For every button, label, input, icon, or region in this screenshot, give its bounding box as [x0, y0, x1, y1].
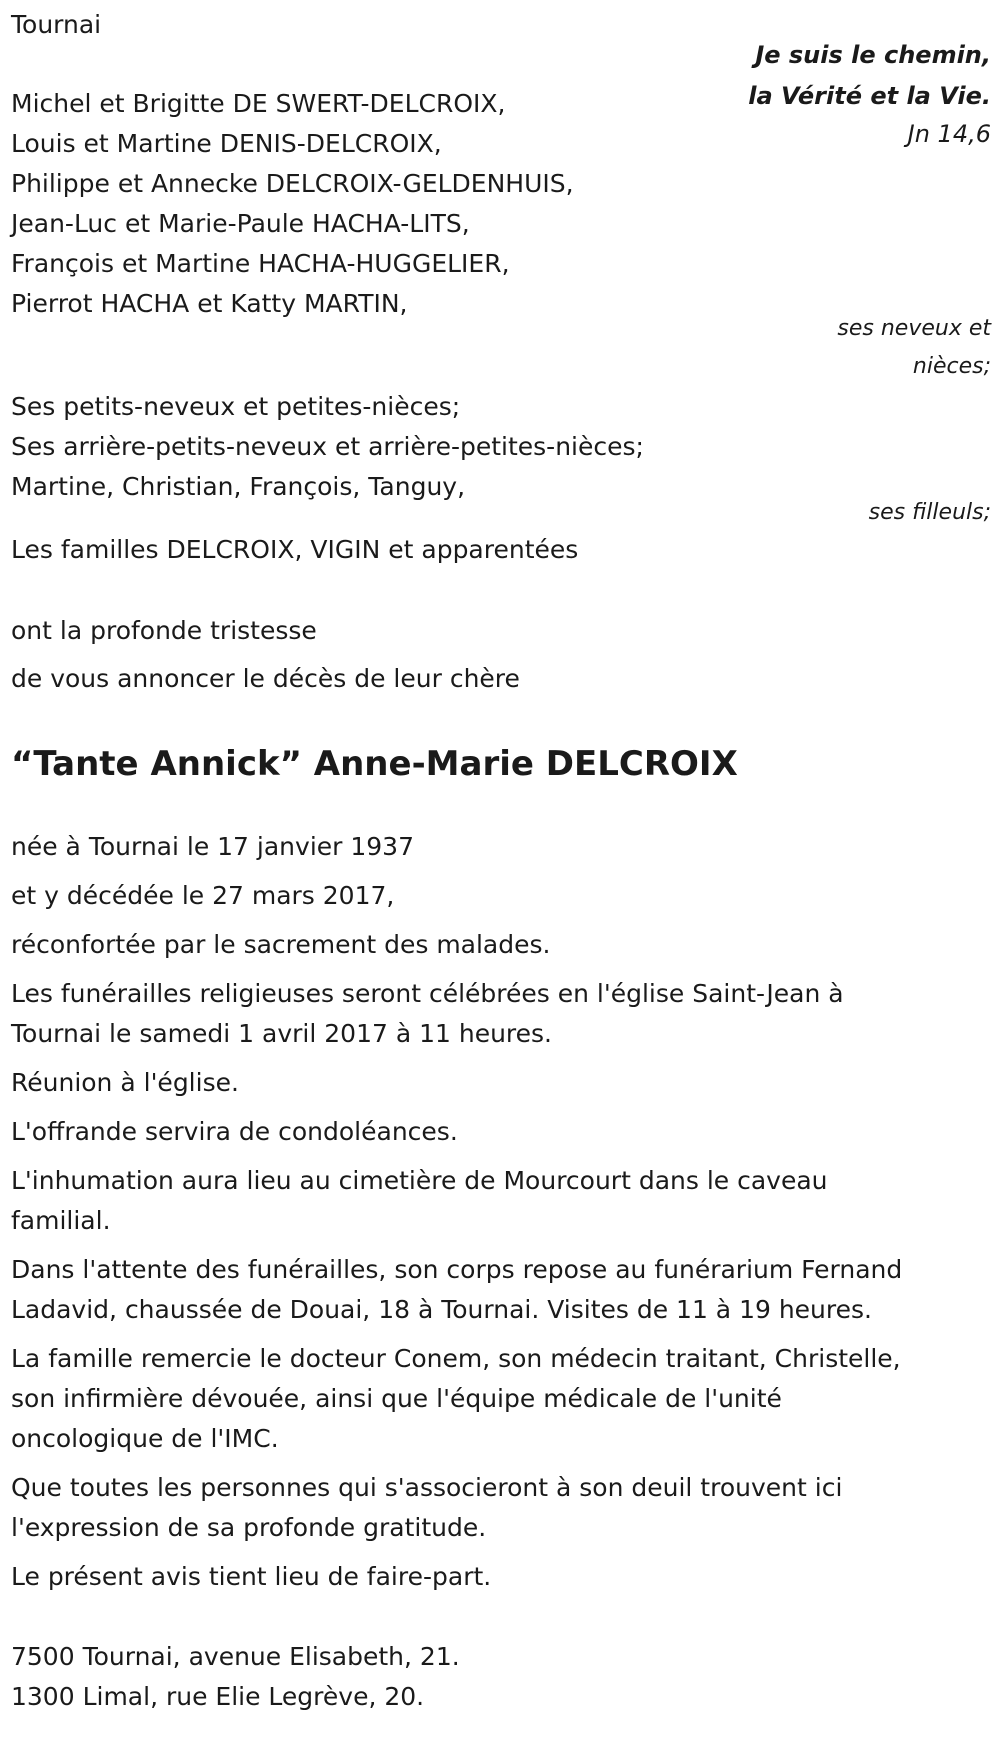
detail-line-7: L'offrande servira de condoléances. — [11, 1117, 458, 1146]
detail-line-1: née à Tournai le 17 janvier 1937 — [11, 832, 414, 861]
detail-line-4: Les funérailles religieuses seront célébrées en l'église Saint-Jean à — [11, 979, 844, 1008]
nephews-label-line-1: ses neveux et — [837, 316, 991, 341]
detail-line-12: La famille remercie le docteur Conem, son médecin traitant, Christelle, — [11, 1344, 901, 1373]
detail-line-13: son infirmière dévouée, ainsi que l'équipe médicale de l'unité — [11, 1384, 782, 1413]
detail-line-14: oncologique de l'IMC. — [11, 1424, 279, 1453]
bible-quote-line-1: Je suis le chemin, — [755, 41, 991, 69]
deceased-name: “Tante Annick” Anne-Marie DELCROIX — [11, 744, 738, 784]
announcement-line-1: ont la profonde tristesse — [11, 616, 317, 645]
bible-quote-reference: Jn 14,6 — [907, 120, 991, 148]
family-member-4: Jean-Luc et Marie-Paule HACHA-LITS, — [11, 209, 470, 238]
bible-quote-line-2: la Vérité et la Vie. — [748, 82, 991, 110]
detail-line-10: Dans l'attente des funérailles, son corps repose au funérarium Fernand — [11, 1255, 903, 1284]
address-line-1: 7500 Tournai, avenue Elisabeth, 21. — [11, 1642, 460, 1671]
detail-line-8: L'inhumation aura lieu au cimetière de Mourcourt dans le caveau — [11, 1166, 828, 1195]
family-member-6: Pierrot HACHA et Katty MARTIN, — [11, 289, 408, 318]
detail-line-16: l'expression de sa profonde gratitude. — [11, 1513, 487, 1542]
detail-line-17: Le présent avis tient lieu de faire-part. — [11, 1562, 492, 1591]
nephews-label-line-2: nièces; — [912, 354, 991, 379]
detail-line-2: et y décédée le 27 mars 2017, — [11, 881, 395, 910]
detail-line-3: réconfortée par le sacrement des malades. — [11, 930, 551, 959]
detail-line-15: Que toutes les personnes qui s'associeront à son deuil trouvent ici — [11, 1473, 843, 1502]
detail-line-5: Tournai le samedi 1 avril 2017 à 11 heures. — [11, 1019, 553, 1048]
relatives-line-1: Ses petits-neveux et petites-nièces; — [11, 392, 461, 421]
relatives-line-2: Ses arrière-petits-neveux et arrière-petites-nièces; — [11, 432, 644, 461]
family-member-2: Louis et Martine DENIS-DELCROIX, — [11, 129, 442, 158]
town-heading: Tournai — [11, 10, 102, 39]
godchildren-label: ses filleuls; — [868, 500, 991, 525]
family-member-3: Philippe et Annecke DELCROIX-GELDENHUIS, — [11, 169, 574, 198]
announcement-line-2: de vous annoncer le décès de leur chère — [11, 664, 520, 693]
detail-line-6: Réunion à l'église. — [11, 1068, 239, 1097]
detail-line-9: familial. — [11, 1206, 111, 1235]
family-member-5: François et Martine HACHA-HUGGELIER, — [11, 249, 510, 278]
detail-line-11: Ladavid, chaussée de Douai, 18 à Tournai. Visites de 11 à 19 heures. — [11, 1295, 872, 1324]
relatives-line-3: Martine, Christian, François, Tanguy, — [11, 472, 466, 501]
address-line-2: 1300 Limal, rue Elie Legrève, 20. — [11, 1682, 425, 1711]
family-member-1: Michel et Brigitte DE SWERT-DELCROIX, — [11, 89, 506, 118]
families-line: Les familles DELCROIX, VIGIN et apparentées — [11, 535, 579, 564]
